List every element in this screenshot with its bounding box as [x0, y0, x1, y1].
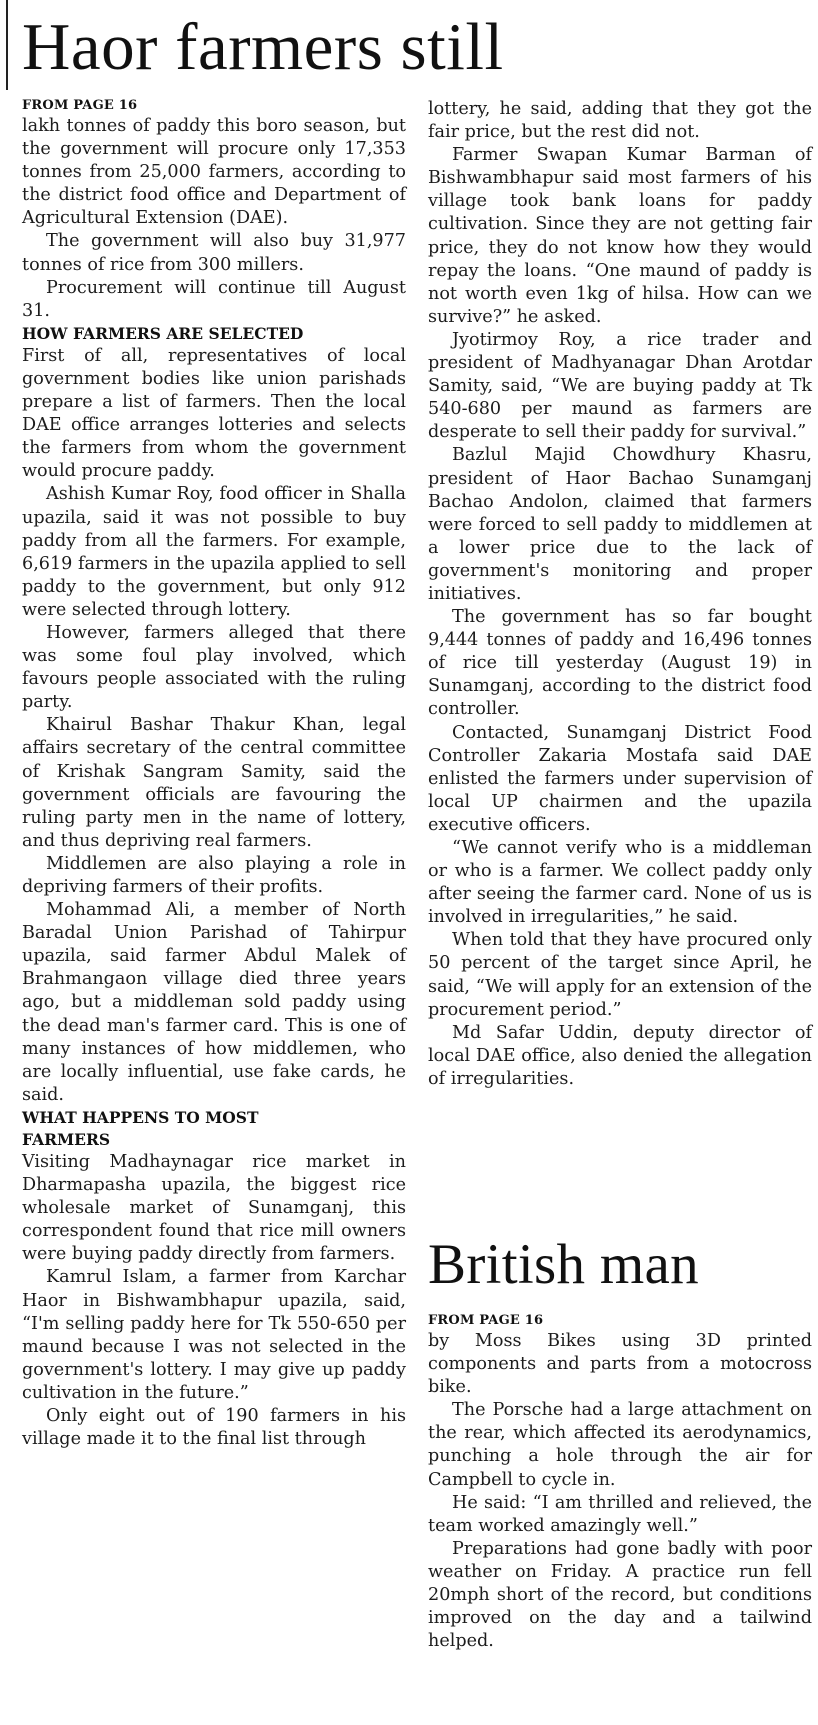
subhead-line: WHAT HAPPENS TO MOST	[22, 1107, 259, 1127]
article-paragraph: When told that they have procured only 50 percent of the target since April, he said, “We will apply for an extension of the procurement period.”	[428, 930, 812, 1020]
article-paragraph: First of all, representatives of local government bodies like union parishads prepare a list of farmers. Then the local DAE office arranges lotteries and selects the farmers from whom the government would procure paddy.	[22, 345, 406, 482]
from-page-kicker: FROM PAGE 16	[22, 98, 138, 113]
headline-haor-farmers: Haor farmers still	[22, 10, 504, 84]
article-paragraph: Preparations had gone badly with poor weather on Friday. A practice run fell 20mph short of the record, but conditions improved on the day and a tailwind helped.	[428, 1538, 812, 1652]
article-paragraph: Farmer Swapan Kumar Barman of Bishwambhapur said most farmers of his village took bank loans for paddy cultivation. Since they are not getting fair price, they do not know how they would repay the loans. “One maund of paddy is not worth even 1kg of hilsa. How can we survive?” he asked.	[428, 145, 812, 327]
article-paragraph: Md Safar Uddin, deputy director of local DAE office, also denied the allegation of irregularities.	[428, 1022, 812, 1089]
article-paragraph: Only eight out of 190 farmers in his village made it to the final list through	[22, 1405, 406, 1450]
article-paragraph: The government will also buy 31,977 tonnes of rice from 300 millers.	[22, 231, 406, 275]
subhead-line: FARMERS	[22, 1129, 111, 1149]
article-paragraph: lottery, he said, adding that they got the fair price, but the rest did not.	[428, 99, 812, 143]
article-paragraph: lakh tonnes of paddy this boro season, but the government will procure only 17,353 tonnes from 25,000 farmers, according to the district food office and Department of Agricultural Extension (DAE).	[22, 116, 406, 229]
article-column-left	[22, 98, 406, 1451]
article-paragraph: by Moss Bikes using 3D printed components and parts from a motocross bike.	[428, 1331, 812, 1398]
subhead-what-happens	[22, 1107, 406, 1151]
article-column-right	[428, 98, 812, 1091]
column-rule	[6, 0, 8, 90]
headline-british-man: British man	[428, 1233, 699, 1296]
article-paragraph: Kamrul Islam, a farmer from Karchar Haor in Bishwambhapur upazila, said, “I'm selling paddy here for Tk 550-650 per maund because I was not selected in the government's lottery. I may give up paddy cultivation in the future.”	[22, 1267, 406, 1403]
article-paragraph: Visiting Madhaynagar rice market in Dharmapasha upazila, the biggest rice wholesale market of Sunamganj, this correspondent found that rice mill owners were buying paddy directly from farmers.	[22, 1151, 406, 1265]
subhead-how-farmers-selected: HOW FARMERS ARE SELECTED	[22, 323, 304, 343]
article-paragraph: Contacted, Sunamganj District Food Controller Zakaria Mostafa said DAE enlisted the farmers under supervision of local UP chairmen and the upazila executive officers.	[428, 722, 812, 835]
article-paragraph: Bazlul Majid Chowdhury Khasru, president of Haor Bachao Sunamganj Bachao Andolon, claimed that farmers were forced to sell paddy to middlemen at a lower price due to the lack of government's monitoring and proper initiatives.	[428, 445, 812, 604]
article-paragraph: Khairul Bashar Thakur Khan, legal affairs secretary of the central committee of Krishak Sangram Samity, said the government officials are favouring the ruling party men in the name of lottery, and thus depriving real farmers.	[22, 715, 406, 851]
article-column-second-story	[428, 1313, 812, 1653]
article-paragraph: However, farmers alleged that there was some foul play involved, which favours people associated with the ruling party.	[22, 622, 406, 713]
article-paragraph: Ashish Kumar Roy, food officer in Shalla upazila, said it was not possible to buy paddy from all the farmers. For example, 6,619 farmers in the upazila applied to sell paddy to the government, but only 912 were selected through lottery.	[22, 484, 406, 620]
article-paragraph: Middlemen are also playing a role in depriving farmers of their profits.	[22, 853, 406, 897]
article-paragraph: Mohammad Ali, a member of North Baradal Union Parishad of Tahirpur upazila, said farmer Abdul Malek of Brahmangaon village died three years ago, but a middleman sold paddy using the dead man's farmer card. This is one of many instances of how middlemen, who are locally influential, use fake cards, he said.	[22, 900, 406, 1105]
article-paragraph: Jyotirmoy Roy, a rice trader and president of Madhyanagar Dhan Arotdar Samity, said, “We are buying paddy at Tk 540-680 per maund as farmers are desperate to sell their paddy for survival.”	[428, 329, 812, 443]
article-paragraph: “We cannot verify who is a middleman or who is a farmer. We collect paddy only after seeing the farmer card. None of us is involved in irregularities,” he said.	[428, 838, 812, 928]
article-paragraph: He said: “I am thrilled and relieved, the team worked amazingly well.”	[428, 1492, 812, 1536]
article-paragraph: The government has so far bought 9,444 tonnes of paddy and 16,496 tonnes of rice till yesterday (August 19) in Sunamganj, according to the district food controller.	[428, 607, 812, 720]
from-page-kicker: FROM PAGE 16	[428, 1313, 544, 1328]
article-paragraph: The Porsche had a large attachment on the rear, which affected its aerodynamics, punching a hole through the air for Campbell to cycle in.	[428, 1400, 812, 1490]
article-paragraph: Procurement will continue till August 31.	[22, 277, 406, 321]
